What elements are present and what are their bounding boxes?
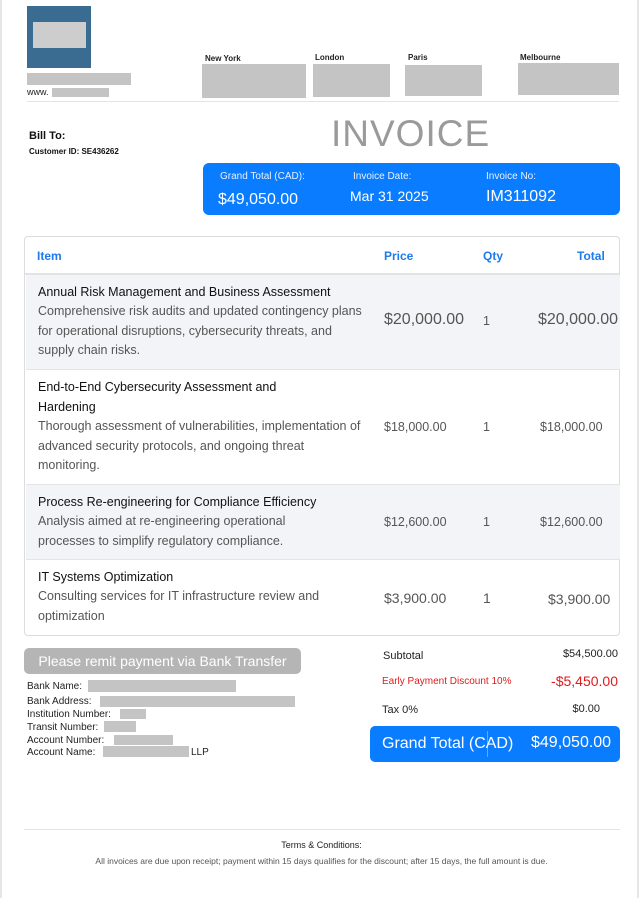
website-redaction — [52, 88, 109, 97]
subtotal-label: Subtotal — [383, 650, 424, 662]
bank-address-redaction — [100, 696, 295, 707]
row-total: $3,900.00 — [548, 591, 611, 607]
row-total: $12,600.00 — [540, 515, 603, 529]
grand-total-box — [370, 726, 620, 762]
invoice-number-label: Invoice No: — [486, 171, 537, 182]
grand-total-divider — [487, 731, 488, 757]
invoice-date-label: Invoice Date: — [353, 171, 412, 182]
column-header-qty: Qty — [483, 249, 504, 263]
invoice-summary-box — [203, 163, 620, 215]
row-description: Thorough assessment of vulnerabilities, implementation of advanced security protocols, and ongoing threat monitoring. — [38, 419, 361, 472]
row-price: $12,600.00 — [384, 515, 447, 529]
institution-number-label: Institution Number: — [27, 709, 111, 720]
account-number-label: Account Number: — [27, 735, 105, 746]
row-qty: 1 — [483, 590, 491, 606]
row-title: IT Systems Optimization — [38, 570, 174, 584]
city-paris: Paris — [408, 53, 428, 62]
grand-total-value: $49,050.00 — [531, 734, 612, 751]
subtotal-value: $54,500.00 — [562, 648, 618, 660]
footer-divider — [24, 829, 620, 830]
table-row — [26, 370, 620, 485]
tax-label: Tax 0% — [382, 704, 419, 716]
remit-payment-badge: Please remit payment via Bank Transfer — [24, 648, 301, 674]
discount-label: Early Payment Discount 10% — [382, 676, 512, 687]
line-items-table — [24, 236, 620, 636]
column-header-price: Price — [384, 249, 414, 263]
row-title: Process Re-engineering for Compliance Efficiency — [38, 495, 317, 509]
terms-body: All invoices are due upon receipt; payment within 15 days qualifies for the discount; after 15 days, the full amount is due. — [95, 856, 548, 866]
row-description: Comprehensive risk audits and updated contingency plans for operational disruptions, cybersecurity threats, and supply chain risks. — [38, 304, 362, 357]
address-redaction-new-york — [202, 64, 306, 98]
row-qty: 1 — [483, 515, 490, 529]
address-redaction-paris — [405, 65, 482, 96]
address-redaction-london — [313, 64, 390, 97]
account-number-redaction — [114, 735, 173, 745]
website-prefix: www. — [27, 87, 49, 97]
transit-number-redaction — [104, 721, 136, 732]
header-divider — [27, 101, 619, 102]
row-title: End-to-End Cybersecurity Assessment and Hardening — [38, 380, 277, 414]
table-row — [26, 560, 620, 635]
row-description: Analysis aimed at re-engineering operational processes to simplify regulatory compliance. — [38, 514, 286, 548]
account-name-label: Account Name: — [27, 747, 96, 758]
company-name-redaction — [27, 73, 131, 85]
summary-grand-total-label: Grand Total (CAD): — [220, 171, 305, 182]
column-header-item: Item — [37, 249, 62, 263]
row-description: Consulting services for IT infrastructure review and optimization — [38, 589, 320, 623]
tax-value: $0.00 — [572, 703, 600, 715]
account-name-redaction — [103, 746, 189, 757]
row-qty: 1 — [483, 420, 490, 434]
terms-title: Terms & Conditions: — [281, 840, 362, 850]
customer-id: Customer ID: SE436262 — [29, 147, 119, 156]
column-header-total: Total — [577, 249, 605, 263]
city-new-york: New York — [205, 54, 241, 63]
invoice-date-value: Mar 31 2025 — [350, 188, 429, 204]
row-total: $20,000.00 — [538, 311, 619, 328]
address-redaction-melbourne — [518, 63, 619, 95]
invoice-title: INVOICE — [331, 113, 491, 154]
bank-address-label: Bank Address: — [27, 696, 92, 707]
bank-name-label: Bank Name: — [27, 681, 83, 692]
bill-to-label: Bill To: — [29, 130, 66, 142]
row-title: Annual Risk Management and Business Assessment — [38, 285, 331, 299]
grand-total-label: Grand Total (CAD) — [382, 735, 514, 752]
discount-value: -$5,450.00 — [551, 673, 618, 689]
city-melbourne: Melbourne — [520, 53, 561, 62]
account-name-suffix: LLP — [191, 747, 209, 758]
row-qty: 1 — [483, 314, 490, 328]
row-price: $3,900.00 — [384, 590, 447, 606]
company-logo — [27, 6, 91, 68]
institution-number-redaction — [120, 709, 146, 719]
city-london: London — [315, 53, 345, 62]
row-total: $18,000.00 — [540, 420, 603, 434]
row-price: $18,000.00 — [384, 420, 447, 434]
bank-name-redaction — [88, 680, 236, 692]
transit-number-label: Transit Number: — [27, 722, 99, 733]
table-row — [26, 485, 620, 560]
invoice-number-value: IM311092 — [486, 188, 556, 205]
table-row — [26, 275, 620, 370]
row-price: $20,000.00 — [384, 311, 465, 328]
logo-redaction — [33, 22, 86, 48]
summary-grand-total-value: $49,050.00 — [218, 191, 299, 208]
